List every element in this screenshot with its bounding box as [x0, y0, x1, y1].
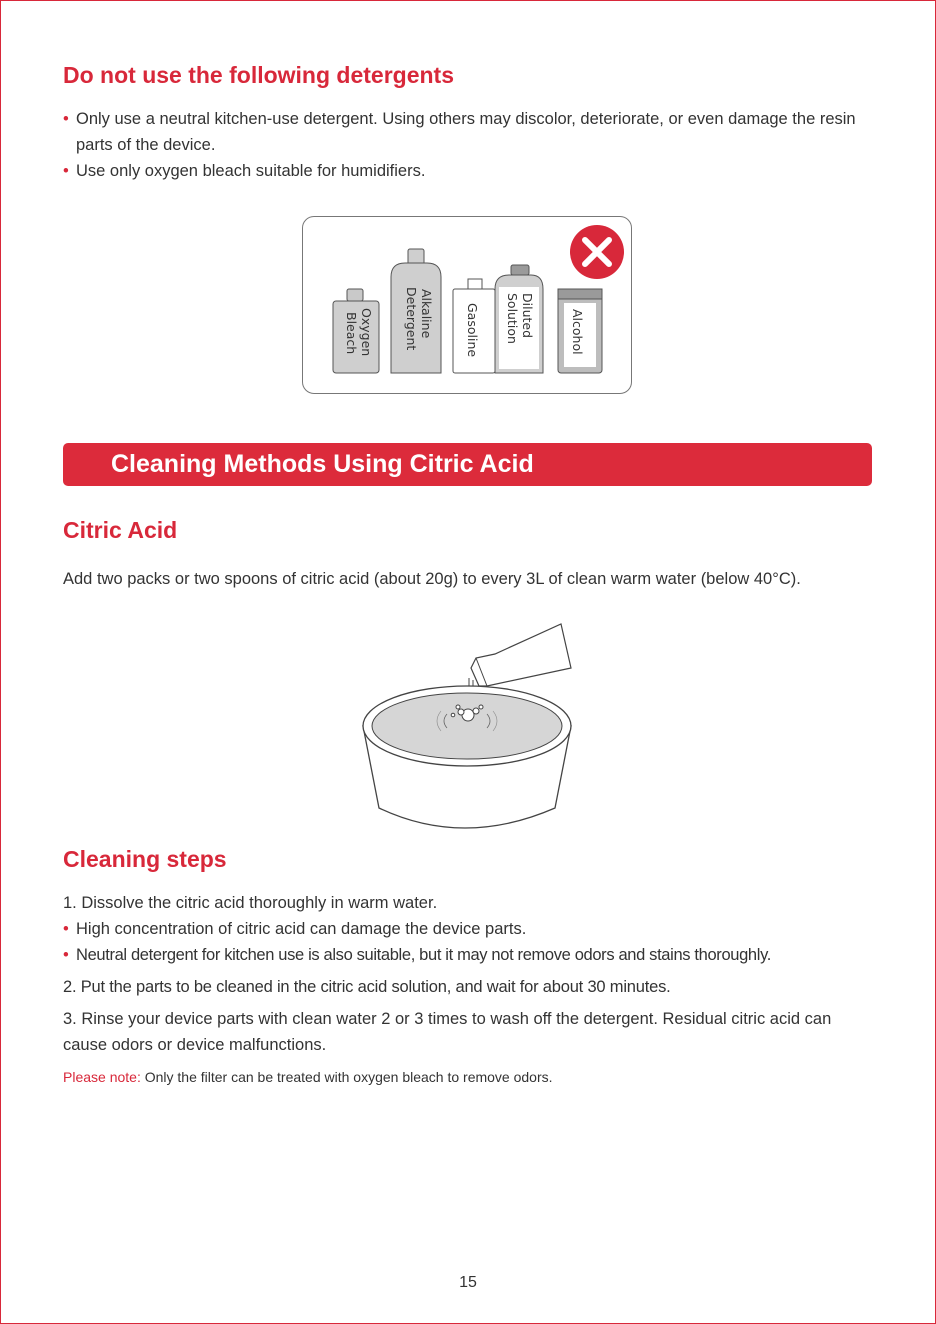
gasoline-can: [453, 279, 495, 373]
bullet-text: High concentration of citric acid can damage the device parts.: [76, 920, 527, 938]
section-banner-title: Cleaning Methods Using Citric Acid: [111, 450, 534, 478]
diluted-solution-bottle: [495, 265, 543, 373]
step-3: 3. Rinse your device parts with clean water 2 or 3 times to wash off the detergent. Residual citric acid can cause odors or device malfunctions.: [63, 1010, 832, 1054]
oxygen-bleach-label-1: Oxygen: [359, 308, 374, 357]
alcohol-bottle: [558, 289, 602, 373]
alkaline-detergent-bottle: [391, 249, 441, 373]
bullet-marker: •: [63, 946, 69, 964]
oxygen-bleach-bottle: [333, 289, 379, 373]
note-label: Please note:: [63, 1069, 141, 1085]
prohibited-detergents-figure: [302, 216, 632, 394]
bullet-marker: •: [63, 110, 69, 128]
step-2: 2. Put the parts to be cleaned in the citric acid solution, and wait for about 30 minutes.: [63, 978, 671, 996]
citric-acid-text: Add two packs or two spoons of citric acid (about 20g) to every 3L of clean warm water (below 40°C).: [63, 570, 801, 588]
bullet-text: Use only oxygen bleach suitable for humidifiers.: [76, 162, 426, 180]
bullet-marker: •: [63, 920, 69, 938]
cleaning-steps-title: Cleaning steps: [63, 846, 227, 872]
detergent-bottles-illustration: [303, 217, 633, 395]
cross-icon: [570, 225, 624, 279]
oxygen-bleach-label-2: Bleach: [344, 312, 359, 355]
bullet-marker: •: [63, 162, 69, 180]
alkaline-detergent-label-1: Alkaline: [419, 289, 434, 339]
cleaning-steps-list: [63, 890, 878, 1090]
diluted-solution-label-2: Solution: [505, 293, 520, 344]
note-text: Only the filter can be treated with oxygen bleach to remove odors.: [144, 1069, 553, 1085]
page-number: 15: [459, 1274, 477, 1291]
citric-acid-title: Citric Acid: [63, 517, 178, 543]
bullet-text: Only use a neutral kitchen-use detergent. Using others may discolor, deteriorate, or even damage the resin parts of the device.: [76, 110, 856, 154]
section-title-detergents: Do not use the following detergents: [63, 62, 454, 88]
please-note: [63, 1064, 878, 1090]
bullet-item: [63, 158, 878, 184]
gasoline-label: Gasoline: [465, 303, 480, 358]
diluted-solution-label-1: Diluted: [520, 293, 535, 339]
bullet-item: [63, 106, 878, 158]
bullet-text: Neutral detergent for kitchen use is also suitable, but it may not remove odors and stains thoroughly.: [76, 946, 771, 964]
step1-bullet: [63, 942, 878, 968]
step1-bullet: [63, 916, 878, 942]
alkaline-detergent-label-2: Detergent: [404, 287, 419, 351]
citric-acid-packet: [471, 624, 571, 686]
citric-acid-bowl-illustration: [355, 616, 585, 838]
section-banner: [63, 443, 872, 486]
step-1: 1. Dissolve the citric acid thoroughly in warm water.: [63, 894, 438, 912]
alcohol-label: Alcohol: [570, 309, 585, 355]
detergent-bullets: [63, 106, 878, 184]
